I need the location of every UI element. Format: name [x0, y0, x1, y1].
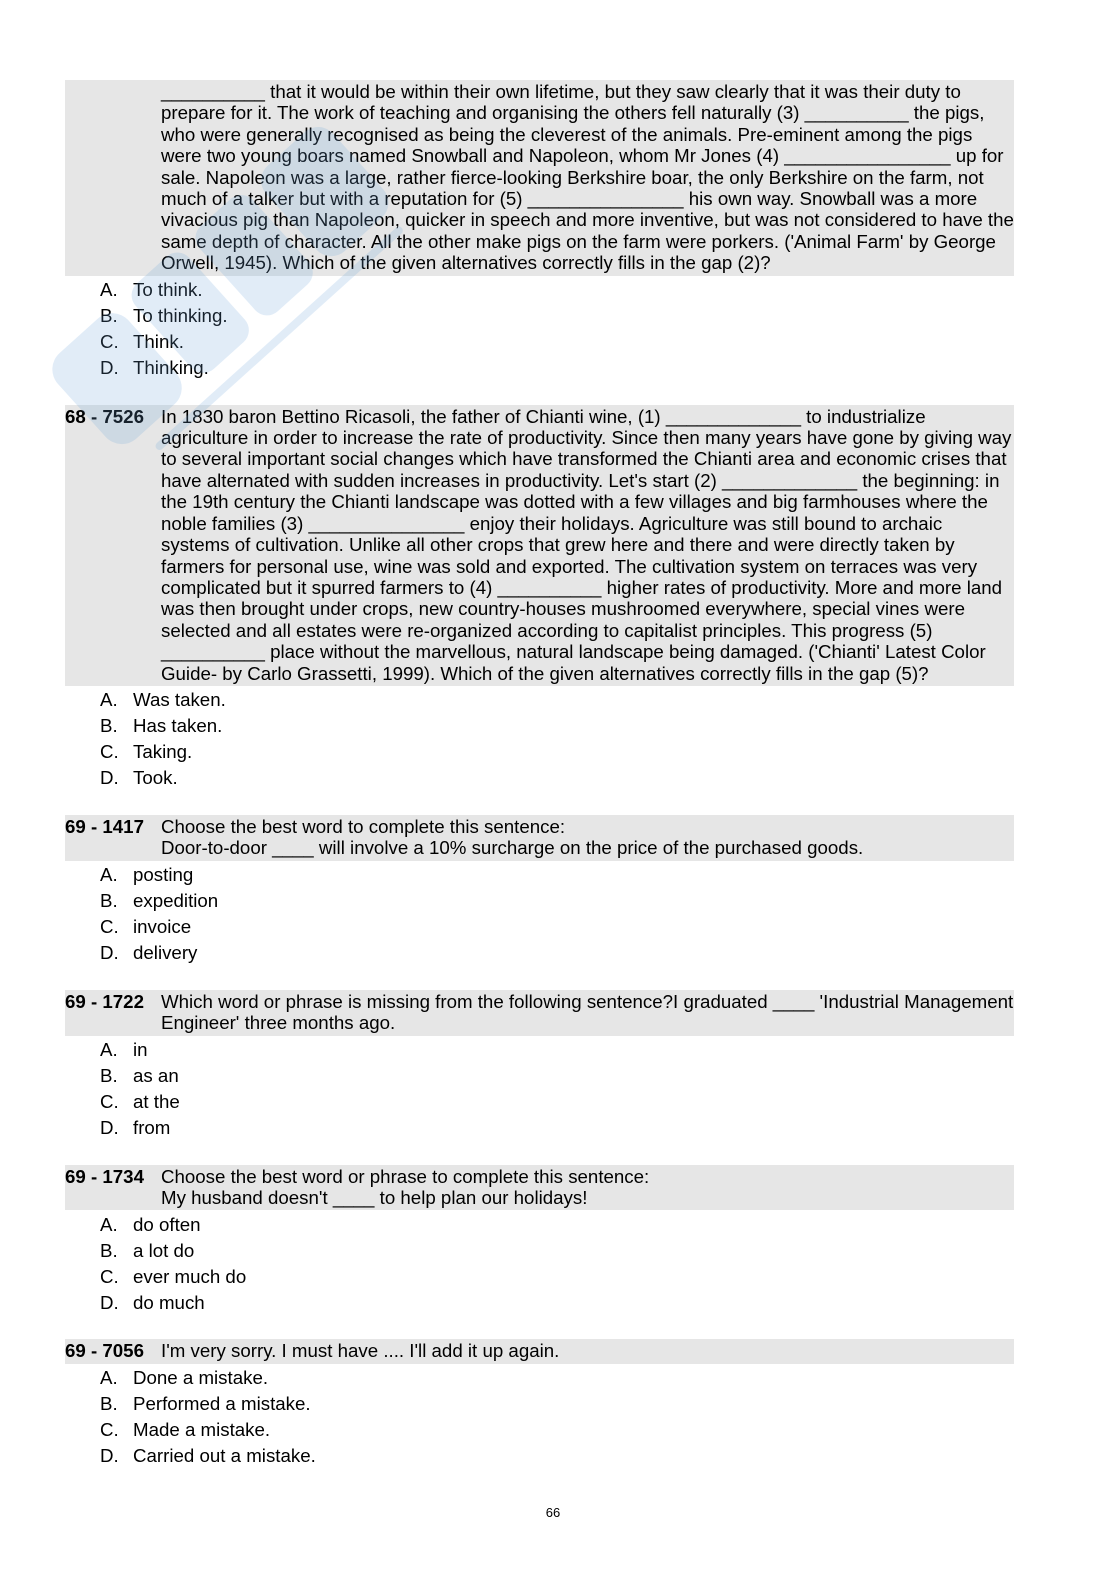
question-number: 69 - 1722: [65, 990, 144, 1012]
answer-option: [65, 277, 1014, 303]
question-text-line: I'm very sorry. I must have .... I'll add it up again.: [161, 1340, 560, 1362]
option-text: Carried out a mistake.: [133, 1445, 316, 1467]
answer-options: [65, 687, 1014, 791]
answer-option: [65, 1365, 1014, 1391]
answer-option: [65, 1443, 1014, 1469]
answer-options: [65, 277, 1014, 381]
option-text: Performed a mistake.: [133, 1393, 311, 1415]
question-text-line: vivacious pig than Napoleon, quicker in speech and more inventive, but was not considered to have the: [161, 209, 1014, 231]
question-stem: [65, 815, 1014, 861]
question-stem: [65, 990, 1014, 1036]
option-text: in: [133, 1039, 148, 1061]
question-block: [65, 1339, 1014, 1469]
answer-option: [65, 1264, 1014, 1290]
question-number: 68 - 7526: [65, 405, 144, 427]
question-number: 69 - 7056: [65, 1340, 144, 1362]
question-block: [65, 815, 1014, 966]
option-letter: B.: [100, 890, 118, 912]
answer-option: [65, 914, 1014, 940]
option-letter: B.: [100, 1393, 118, 1415]
answer-option: [65, 1089, 1014, 1115]
question-stem: [65, 405, 1014, 686]
question-list: [65, 80, 1014, 1493]
option-text: as an: [133, 1065, 179, 1087]
option-text: expedition: [133, 890, 219, 912]
answer-options: [65, 862, 1014, 966]
question-text-line: Orwell, 1945). Which of the given alternatives correctly fills in the gap (2)?: [161, 252, 771, 274]
question-block: [65, 990, 1014, 1141]
question-text: [161, 1166, 1014, 1209]
question-stem: [65, 1339, 1014, 1363]
question-text-line: Choose the best word or phrase to complete this sentence:: [161, 1165, 650, 1187]
option-text: Made a mistake.: [133, 1419, 271, 1441]
option-text: posting: [133, 864, 194, 886]
option-letter: A.: [100, 1213, 118, 1235]
answer-options: [65, 1037, 1014, 1141]
option-text: Took.: [133, 767, 178, 789]
option-text: a lot do: [133, 1239, 195, 1261]
option-letter: C.: [100, 1265, 119, 1287]
question-text-line: to several important social changes which have transformed the Chianti area and economic crises that: [161, 448, 1007, 470]
question-text-line: Engineer' three months ago.: [161, 1012, 396, 1034]
answer-option: [65, 1115, 1014, 1141]
option-letter: A.: [100, 864, 118, 886]
option-letter: B.: [100, 715, 118, 737]
question-stem: [65, 1165, 1014, 1211]
answer-option: [65, 1063, 1014, 1089]
option-letter: D.: [100, 1445, 119, 1467]
option-letter: C.: [100, 331, 119, 353]
question-text: [161, 991, 1014, 1034]
option-text: Think.: [133, 331, 184, 353]
answer-options: [65, 1212, 1014, 1316]
question-text-line: prepare for it. The work of teaching and organising the others fell naturally (3) __________ the pigs,: [161, 102, 985, 124]
option-text: at the: [133, 1091, 180, 1113]
answer-option: [65, 940, 1014, 966]
question-number: 69 - 1417: [65, 815, 144, 837]
option-text: do much: [133, 1291, 205, 1313]
answer-option: [65, 303, 1014, 329]
option-text: Taking.: [133, 741, 193, 763]
answer-option: [65, 739, 1014, 765]
question-text: [161, 1340, 1014, 1361]
question-text-line: My husband doesn't ____ to help plan our holidays!: [161, 1186, 588, 1208]
option-letter: C.: [100, 1419, 119, 1441]
option-text: delivery: [133, 942, 198, 964]
question-text-line: same depth of character. All the other make pigs on the farm were porkers. ('Animal Farm' by George: [161, 230, 996, 252]
question-text-line: noble families (3) _______________ enjoy their holidays. Agriculture was still bound to archaic: [161, 512, 943, 534]
option-letter: C.: [100, 741, 119, 763]
question-text-line: was then brought under crops, new country-houses mushroomed everywhere, special vines were: [161, 598, 965, 620]
question-text-line: Door-to-door ____ will involve a 10% surcharge on the price of the purchased goods.: [161, 837, 864, 859]
answer-options: [65, 1365, 1014, 1469]
question-text-line: systems of cultivation. Unlike all other crops that grew here and there and were directly taken by: [161, 534, 955, 556]
question-block: [65, 405, 1014, 792]
answer-option: [65, 1391, 1014, 1417]
question-text-line: have alternated with sudden increases in productivity. Let's start (2) _____________ the beginning: in: [161, 469, 1000, 491]
option-letter: A.: [100, 1367, 118, 1389]
answer-option: [65, 687, 1014, 713]
answer-option: [65, 862, 1014, 888]
option-text: do often: [133, 1213, 201, 1235]
answer-option: [65, 1417, 1014, 1443]
question-text-line: Guide- by Carlo Grassetti, 1999). Which of the given alternatives correctly fills in the gap (5)?: [161, 662, 929, 684]
answer-option: [65, 1037, 1014, 1063]
answer-option: [65, 1290, 1014, 1316]
question-text: [161, 81, 1014, 274]
question-block: [65, 80, 1014, 381]
option-text: To think.: [133, 279, 203, 301]
option-text: Done a mistake.: [133, 1367, 269, 1389]
option-text: invoice: [133, 916, 192, 938]
answer-option: [65, 1238, 1014, 1264]
option-text: Has taken.: [133, 715, 223, 737]
question-text-line: the 19th century the Chianti landscape was dotted with a few villages and big farmhouses where the: [161, 491, 988, 513]
question-text-line: __________ that it would be within their own lifetime, but they saw clearly that it was their duty to: [161, 81, 961, 102]
question-number: 69 - 1734: [65, 1165, 144, 1187]
answer-option: [65, 329, 1014, 355]
option-text: Thinking.: [133, 357, 209, 379]
question-text: [161, 816, 1014, 859]
option-letter: A.: [100, 1039, 118, 1061]
option-letter: A.: [100, 279, 118, 301]
option-text: from: [133, 1117, 171, 1139]
option-letter: D.: [100, 357, 119, 379]
option-letter: A.: [100, 689, 118, 711]
answer-option: [65, 713, 1014, 739]
question-text-line: Choose the best word to complete this sentence:: [161, 815, 566, 837]
question-text-line: sale. Napoleon was a large, rather fierce-looking Berkshire boar, the only Berkshire on the farm, not: [161, 166, 984, 188]
option-letter: D.: [100, 1117, 119, 1139]
option-letter: B.: [100, 1239, 118, 1261]
option-letter: C.: [100, 1091, 119, 1113]
option-text: Was taken.: [133, 689, 226, 711]
option-text: ever much do: [133, 1265, 247, 1287]
option-text: To thinking.: [133, 305, 228, 327]
option-letter: D.: [100, 767, 119, 789]
question-text-line: who were generally recognised as being the cleverest of the animals. Pre-eminent among the pigs: [161, 123, 973, 145]
question-text-line: In 1830 baron Bettino Ricasoli, the father of Chianti wine, (1) _____________ to industrialize: [161, 405, 926, 427]
answer-option: [65, 765, 1014, 791]
page-number: 66: [545, 1505, 561, 1520]
question-text-line: much of a talker but with a reputation for (5) _______________ his own way. Snowball was a more: [161, 188, 978, 210]
question-text-line: __________ place without the marvellous, natural landscape being damaged. ('Chianti' Latest Color: [161, 641, 986, 663]
option-letter: D.: [100, 1291, 119, 1313]
question-text-line: selected and all estates were re-organized according to capitalist principles. This progress (5): [161, 619, 933, 641]
question-stem: [65, 80, 1014, 276]
question-text-line: Which word or phrase is missing from the following sentence?I graduated ____ 'Industrial Management: [161, 990, 1014, 1012]
option-letter: B.: [100, 1065, 118, 1087]
option-letter: C.: [100, 916, 119, 938]
answer-option: [65, 1212, 1014, 1238]
question-block: [65, 1165, 1014, 1316]
option-letter: D.: [100, 942, 119, 964]
question-text-line: complicated but it spurred farmers to (4) __________ higher rates of productivity. More and more land: [161, 576, 1003, 598]
question-text: [161, 406, 1014, 684]
option-letter: B.: [100, 305, 118, 327]
answer-option: [65, 355, 1014, 381]
question-text-line: agriculture in order to increase the rate of productivity. Since then many years have gone by giving way: [161, 427, 1012, 449]
answer-option: [65, 888, 1014, 914]
question-text-line: farmers for personal use, wine was sold and exported. The cultivation system on terraces was very: [161, 555, 978, 577]
question-text-line: were two young boars named Snowball and Napoleon, whom Mr Jones (4) ________________ up for: [161, 145, 1004, 167]
